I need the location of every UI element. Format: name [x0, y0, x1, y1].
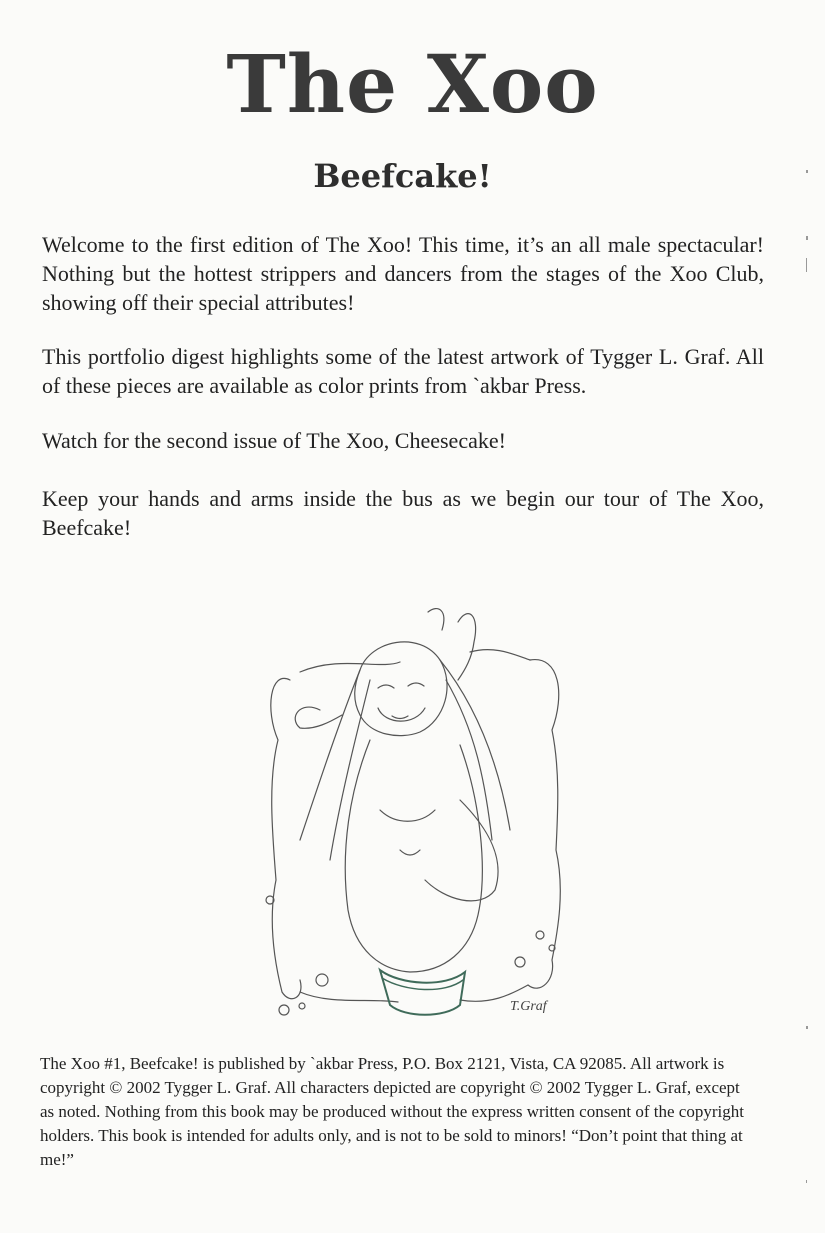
art-bubble: [316, 974, 328, 986]
tour-paragraph: Keep your hands and arms inside the bus as we begin our tour of The Xoo, Beefcake!: [42, 486, 764, 540]
art-signature: T.Graf: [510, 999, 547, 1014]
art-chest: [380, 810, 435, 855]
scan-artifact: [806, 1180, 807, 1183]
scan-artifact: [806, 1026, 808, 1029]
art-bubble: [299, 1003, 305, 1009]
scan-artifact: [806, 236, 808, 240]
art-arm: [425, 800, 498, 901]
portfolio-paragraph: This portfolio digest highlights some of the latest artwork of Tygger L. Graf. All of these pieces are available as color prints from `akbar Press.: [42, 344, 764, 398]
art-border-left: [271, 678, 301, 998]
art-ear-right: [458, 614, 476, 680]
art-bubble: [515, 957, 525, 967]
art-ear-left: [295, 707, 342, 728]
page-title: The Xoo: [226, 37, 599, 131]
scan-artifact: [806, 170, 808, 173]
illustration-line-art: [260, 600, 580, 1040]
art-bubble: [279, 1005, 289, 1015]
art-shorts: [380, 970, 465, 1015]
art-border-top: [300, 650, 530, 672]
next-issue-paragraph: Watch for the second issue of The Xoo, Cheesecake!: [42, 428, 506, 453]
scan-artifact: [806, 258, 807, 272]
copyright-footer: The Xoo #1, Beefcake! is published by `akbar Press, P.O. Box 2121, Vista, CA 92085. All artwork is copyright © 2002 Tygger L. Graf. All characters depicted are copyright © 2002 Tygger L. Graf, except as noted. Nothing from this book may be produced without the express written consent of the copyright holders. This book is intended for adults only, and is not to be sold to minors! “Don’t point that thing at me!”: [40, 1054, 744, 1169]
art-eyes: [378, 683, 424, 688]
page-subtitle: Beefcake!: [313, 157, 492, 195]
art-hair: [300, 660, 510, 860]
art-bubble: [536, 931, 544, 939]
art-horn: [428, 609, 444, 630]
art-muzzle: [378, 708, 425, 721]
art-border-right: [528, 660, 560, 989]
intro-paragraph: Welcome to the first edition of The Xoo! This time, it’s an all male spectacular! Nothing but the hottest strippers and dancers from the stages of the Xoo Club, showing off their special attributes!: [42, 232, 764, 315]
art-torso: [345, 740, 482, 972]
art-border-bottom: [300, 985, 528, 1002]
